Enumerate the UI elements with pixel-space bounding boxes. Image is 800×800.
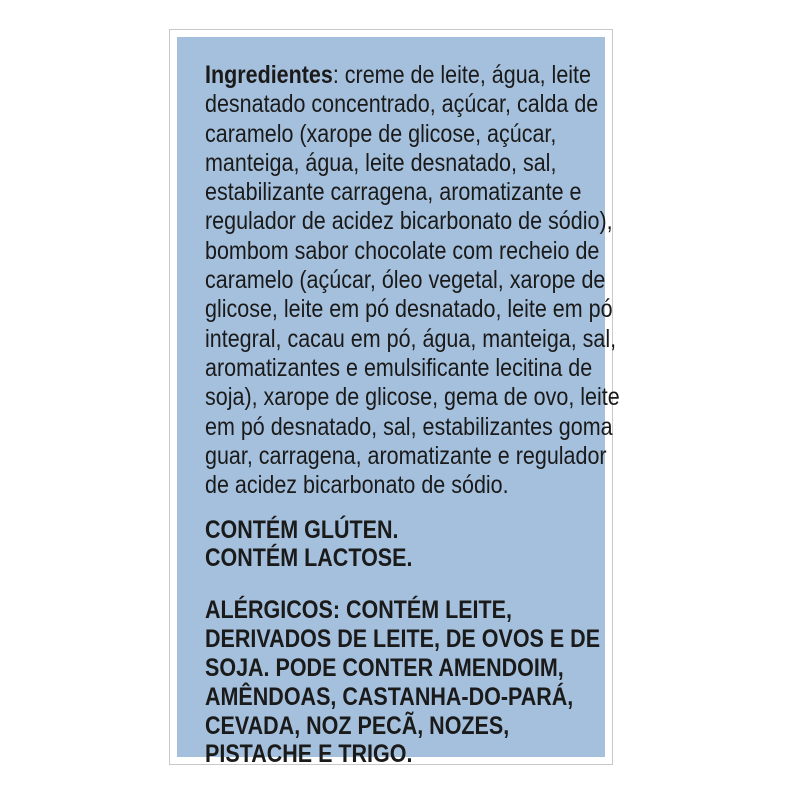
ingredients-line: soja), xarope de glicose, gema de ovo, leite bbox=[205, 383, 620, 412]
label-text-block bbox=[205, 61, 620, 769]
ingredients-paragraph bbox=[205, 61, 620, 500]
ingredients-line: estabilizante carragena, aromatizante e bbox=[205, 178, 582, 207]
allergens-line: ALÉRGICOS: CONTÉM LEITE, bbox=[205, 596, 512, 625]
ingredients-line-1 bbox=[205, 61, 606, 90]
ingredients-line: desnatado concentrado, açúcar, calda de bbox=[205, 90, 599, 119]
ingredients-line: guar, carragena, aromatizante e regulador bbox=[205, 441, 607, 470]
ingredients-line: regulador de acidez bicarbonato de sódio), bbox=[205, 207, 613, 236]
contains-lactose: CONTÉM LACTOSE. bbox=[205, 544, 413, 573]
allergens-line: DERIVADOS DE LEITE, DE OVOS E DE bbox=[205, 625, 601, 654]
allergens-line: PISTACHE E TRIGO. bbox=[205, 740, 413, 769]
ingredient-label-panel bbox=[170, 30, 620, 769]
ingredients-line: em pó desnatado, sal, estabilizantes goma bbox=[205, 412, 613, 441]
ingredients-line: integral, cacau em pó, água, manteiga, sal, bbox=[205, 324, 617, 353]
contains-statement bbox=[205, 516, 606, 572]
allergens-line: SOJA. PODE CONTER AMENDOIM, bbox=[205, 654, 564, 683]
ingredients-line: glicose, leite em pó desnatado, leite em pó bbox=[205, 295, 613, 324]
allergens-statement bbox=[205, 596, 606, 769]
allergens-line: AMÊNDOAS, CASTANHA-DO-PARÁ, bbox=[205, 682, 574, 711]
contains-gluten: CONTÉM GLÚTEN. bbox=[205, 516, 399, 545]
ingredients-text: : creme de leite, água, leite bbox=[332, 61, 591, 89]
ingredients-line: manteiga, água, leite desnatado, sal, bbox=[205, 148, 557, 177]
ingredients-heading: Ingredientes bbox=[205, 61, 333, 89]
ingredients-line: caramelo (açúcar, óleo vegetal, xarope de bbox=[205, 266, 606, 295]
ingredients-line: aromatizantes e emulsificante lecitina de bbox=[205, 353, 593, 382]
ingredients-line: bombom sabor chocolate com recheio de bbox=[205, 236, 600, 265]
ingredients-line: caramelo (xarope de glicose, açúcar, bbox=[205, 119, 557, 148]
allergens-line: CEVADA, NOZ PECÃ, NOZES, bbox=[205, 711, 510, 740]
ingredients-line: de acidez bicarbonato de sódio. bbox=[205, 471, 509, 500]
